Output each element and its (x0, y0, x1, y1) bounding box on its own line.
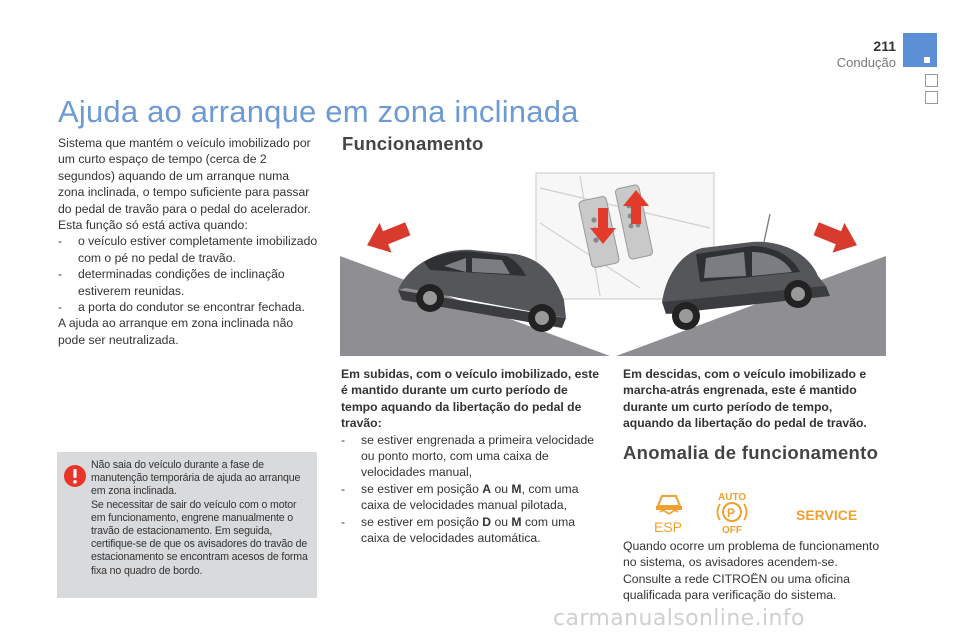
list-item: - se estiver engrenada a primeira velocidade ou ponto morto, com uma caixa de velocidades manual, (341, 432, 595, 480)
list-item: - a porta do condutor se encontrar fechada. (58, 300, 305, 315)
page-number: 211 (873, 38, 896, 54)
section-tab-empty[interactable] (925, 91, 938, 104)
esp-warning-icon (654, 496, 682, 535)
list-item: - determinadas condições de inclinação estiverem reunidas. (58, 267, 285, 298)
off-label: OFF (722, 525, 742, 536)
hill-start-illustration (340, 168, 886, 356)
section-name: Condução (836, 55, 896, 70)
section-heading-funcionamento: Funcionamento (342, 133, 484, 154)
page-title: Ajuda ao arranque em zona inclinada (58, 94, 579, 129)
warning-text: Não saia do veículo durante a fase de manutenção temporária de ajuda ao arranque em zona inclinada. Se necessitar de sair do veículo com o motor em funcionamento, engrene manualmente o travão de estacionamento. Em seguida, certifique-se de que os avisadores do travão de estacionamento se encontram acesos de forma fixa no quadro de bordo. (91, 459, 308, 577)
p-label: P (727, 506, 736, 520)
condition-list (58, 233, 318, 315)
intro-text (58, 135, 318, 348)
tab-marker-icon (924, 57, 930, 63)
list-item: - o veículo estiver completamente imobilizado com o pé no pedal de travão. (58, 234, 318, 265)
list-item: - se estiver em posição A ou M, com uma caixa de velocidades manual pilotada, (341, 481, 579, 513)
warning-icon (63, 464, 87, 488)
watermark: carmanualsonline.info (553, 606, 805, 631)
service-label: SERVICE (796, 507, 858, 523)
warning-box (57, 452, 317, 598)
uphill-description (341, 366, 605, 546)
auto-label: AUTO (718, 492, 747, 503)
anomalia-text: Quando ocorre um problema de funcionamento no sistema, os avisadores acendem-se. Consulte a rede CITROËN ou uma oficina qualificada para verificação do sistema. (623, 539, 880, 603)
direction-arrow-icon (361, 214, 414, 260)
section-tab-active[interactable] (903, 33, 937, 67)
direction-arrow-icon (810, 214, 863, 260)
section-heading-anomalia: Anomalia de funcionamento (623, 442, 879, 463)
warning-lights (650, 490, 858, 536)
uphill-lead: Em subidas, com o veículo imobilizado, este é mantido durante um curto período de tempo aquando da libertação do pedal de travão: (341, 367, 600, 431)
uphill-list (341, 432, 605, 547)
intro-paragraph: Sistema que mantém o veículo imobilizado por um curto espaço de tempo (cerca de 2 segundos) aquando de um arranque numa zona inclinada, o tempo suficiente para passar do pedal de travão para o pedal do acelerador. (58, 136, 311, 216)
auto-park-brake-icon (717, 492, 746, 536)
list-item: - se estiver em posição D ou M com uma caixa de velocidades automática. (341, 514, 576, 546)
downhill-description (623, 366, 885, 432)
service-warning-icon (796, 507, 857, 523)
intro-note: A ajuda ao arranque em zona inclinada não pode ser neutralizada. (58, 316, 294, 347)
esp-label: ESP (654, 519, 683, 535)
downhill-lead: Em descidas, com o veículo imobilizado e marcha-atrás engrenada, este é mantido durante um curto período de tempo, aquando da libertação do pedal de travão. (623, 367, 867, 431)
intro-condition-lead: Esta função só está activa quando: (58, 218, 248, 233)
section-tab-empty[interactable] (925, 74, 938, 87)
